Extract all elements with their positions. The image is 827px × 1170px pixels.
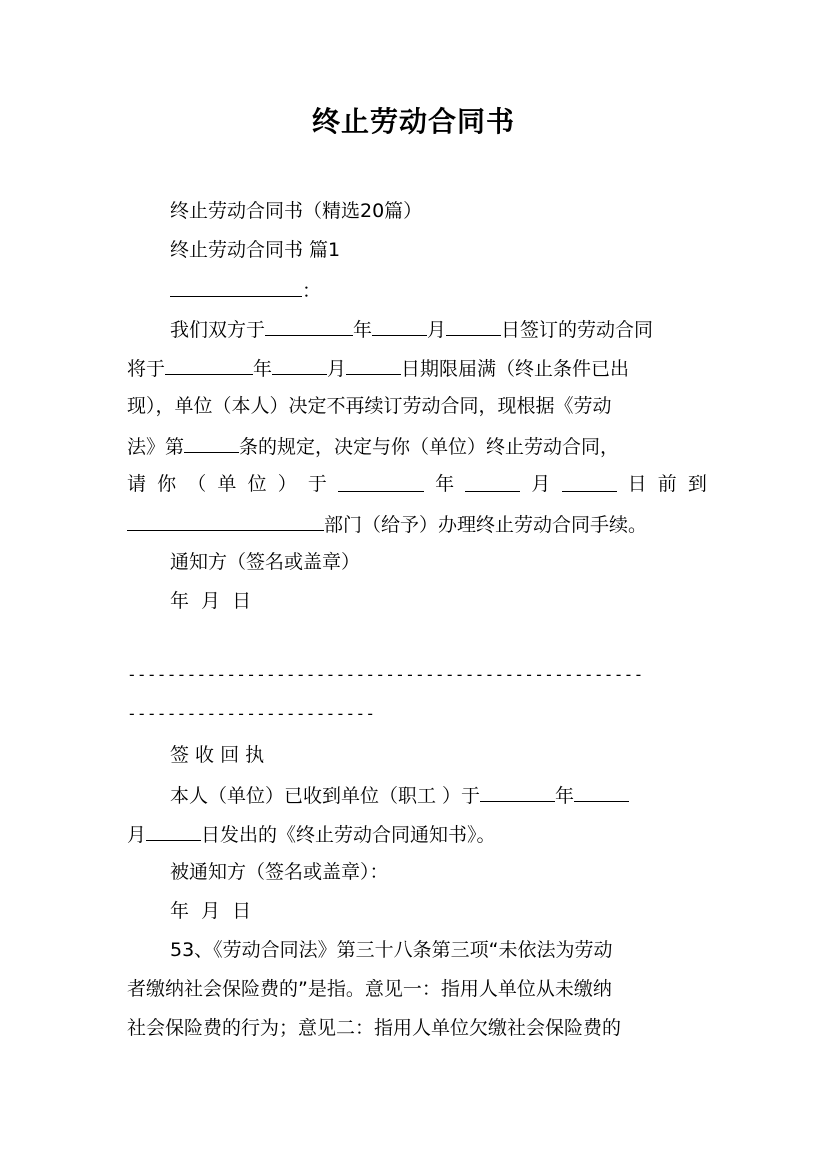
blank-year [265, 315, 353, 336]
receipt-text: 日发出的《终止劳动合同通知书》。 [201, 824, 496, 846]
blank-month [272, 354, 327, 375]
notice-line-4 [127, 432, 707, 460]
receipt-date: 年 月 日 [170, 900, 252, 922]
notice-char: 日 [627, 473, 647, 495]
notice-line-6 [127, 510, 707, 538]
section-heading: 终止劳动合同书 篇1 [170, 239, 341, 261]
notice-char: 位 [247, 473, 267, 495]
notice-char: 于 [307, 473, 327, 495]
article-line-3: 社会保险费的行为；意见二：指用人单位欠缴社会保险费的 [127, 1017, 622, 1039]
notice-char: 年 [435, 473, 455, 495]
notice-text: 月 [427, 319, 447, 341]
receipt-heading: 签 收 回 执 [170, 744, 265, 766]
blank-day [562, 471, 617, 492]
notice-line-5 [127, 471, 707, 497]
receipt-text: 月 [127, 824, 147, 846]
blank-year [338, 471, 424, 492]
cut-line-1: ---------------------------------------------------- [127, 665, 644, 684]
receipt-text: 年 [555, 785, 575, 807]
cut-line-2: ------------------------- [127, 704, 376, 723]
blank-department [127, 510, 324, 531]
blank-day [446, 315, 501, 336]
blank-year [480, 781, 555, 802]
article-line-1: 53、《劳动合同法》第三十八条第三项“未依法为劳动 [170, 939, 613, 961]
notice-char: 请 [127, 473, 147, 495]
blank-month [465, 471, 520, 492]
notice-line-3: 现），单位（本人）决定不再续订劳动合同，现根据《劳动 [127, 395, 612, 417]
notice-date: 年 月 日 [170, 590, 252, 612]
receipt-text: 本人（单位）已收到单位（职工 ）于 [170, 785, 481, 807]
receipt-line-2 [127, 820, 707, 848]
notice-text: 年 [253, 358, 273, 380]
notice-text: 日期限届满（终止条件已出 [401, 358, 630, 380]
notice-text: 条的规定，决定与你（单位）终止劳动合同， [239, 436, 620, 458]
notice-text: 月 [327, 358, 347, 380]
blank-year [165, 354, 253, 375]
document-title: 终止劳动合同书 [311, 105, 515, 138]
notice-text: 部门（给予）办理终止劳动合同手续。 [324, 514, 648, 536]
notified-signature: 被通知方（签名或盖章）： [170, 861, 389, 883]
notice-char: 单 [217, 473, 237, 495]
salutation-line [170, 276, 710, 304]
notice-char: 你 [157, 473, 177, 495]
notice-char: ） [277, 473, 297, 495]
notice-char: （ [187, 473, 207, 495]
notice-char: 到 [687, 473, 707, 495]
notice-text: 日签订的劳动合同 [501, 319, 654, 341]
notice-text: 法》第 [127, 436, 185, 458]
notice-char: 前 [657, 473, 677, 495]
subtitle: 终止劳动合同书（精选20篇） [170, 200, 423, 222]
notice-line-2 [127, 354, 707, 382]
notice-text: 将于 [127, 358, 166, 380]
notice-text: 我们双方于 [170, 319, 266, 341]
blank-month [574, 781, 629, 802]
notice-text: 年 [353, 319, 373, 341]
blank-recipient [170, 276, 302, 297]
salutation-colon: ： [302, 280, 322, 302]
blank-day [346, 354, 401, 375]
blank-article [184, 432, 239, 453]
blank-day [146, 820, 201, 841]
notifier-signature: 通知方（签名或盖章） [170, 551, 361, 573]
notice-line-1 [170, 315, 710, 343]
notice-char: 月 [531, 473, 551, 495]
receipt-line-1 [170, 781, 710, 809]
blank-month [372, 315, 427, 336]
article-line-2: 者缴纳社会保险费的”是指。意见一：指用人单位从未缴纳 [127, 978, 612, 1000]
